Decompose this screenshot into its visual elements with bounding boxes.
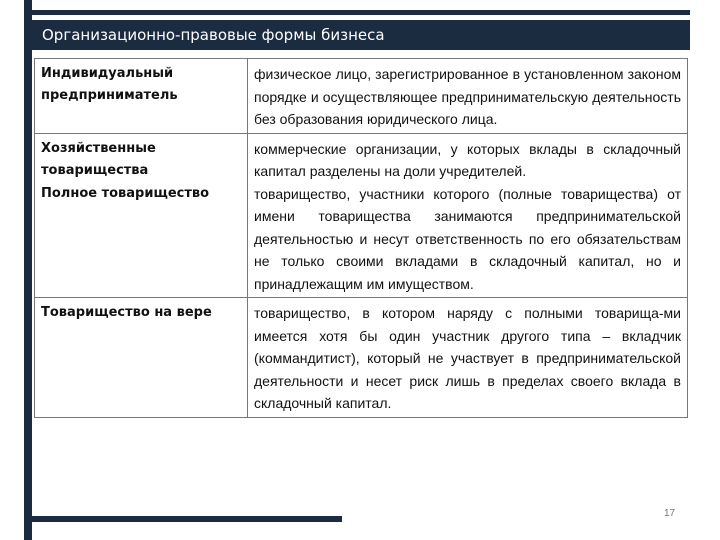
definition-text: товарищество, в котором наряду с полными товарища-ми имеется хотя бы один участник другого типа – вкладчик (коммандитист), который не участвует в предпринимательской деятельности и несет риск лишь в пределах своего вклада в складочный капитал. [254,305,681,411]
term-cell: Товарищество на вере [35,298,248,418]
term-cell: Полное товарищество [35,183,248,298]
term-cell: Индивидуальный предприниматель [35,59,248,134]
definition-cell [248,59,688,134]
table-row [35,183,688,298]
business-forms-table [34,58,688,418]
definition-text: коммерческие организации, у которых вклады в складочный капитал разделены на доли учредителей. [254,140,681,179]
bottom-accent-bar [32,516,342,522]
term-cell: Хозяйственные товарищества [35,133,248,183]
definition-text: товарищество, участники которого (полные товарищества) от имени товарищества занимаются предпринимательской деятельностью и несут ответственность по его обязательствам не только своими вкладами в складочный капитал, но и принадлежащим им имуществом. [254,185,681,292]
definition-cell [248,133,688,183]
slide-title: Организационно-правовые формы бизнеса [32,20,690,50]
definition-text: физическое лицо, зарегистрированное в установленном законом порядке и осуществляющее предпринимательскую деятельность без образования юридического лица. [254,66,681,127]
table-row [35,298,688,418]
page-number: 17 [664,508,676,519]
definition-cell [248,298,688,418]
definition-cell [248,183,688,298]
top-accent-line [24,10,690,15]
table-row [35,133,688,183]
left-frame-bar [24,0,32,540]
table-row [35,59,688,134]
